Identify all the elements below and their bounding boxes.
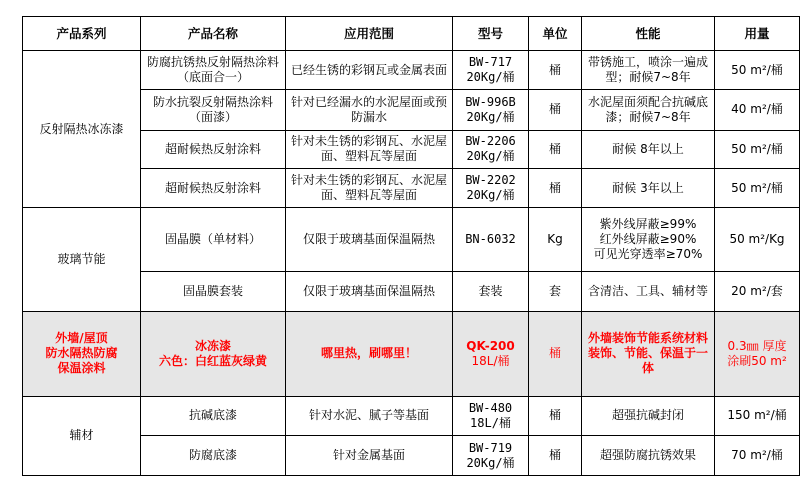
- product-name: 超耐候热反射涂料: [141, 169, 286, 208]
- table-row: [23, 396, 800, 436]
- model-cell: BW-719 20Kg/桶: [453, 436, 529, 476]
- series-cell: 外墙/屋顶 防水隔热防腐 保温涂料: [23, 312, 141, 396]
- model-cell: BN-6032: [453, 207, 529, 271]
- usage-cell: 0.3㎜ 厚度 涂刷50 m²: [715, 312, 800, 396]
- model-cell: BW-996B 20Kg/桶: [453, 90, 529, 131]
- unit-cell: 桶: [529, 396, 582, 436]
- performance-cell: 超强抗碱封闭: [582, 396, 715, 436]
- unit-cell: 桶: [529, 312, 582, 396]
- table-row: [23, 51, 800, 90]
- performance-cell: 耐候 3年以上: [582, 169, 715, 208]
- application-scope: 仅限于玻璃基面保温隔热: [286, 271, 453, 312]
- unit-cell: 桶: [529, 169, 582, 208]
- header-name: 产品名称: [141, 17, 286, 51]
- application-scope: 仅限于玻璃基面保温隔热: [286, 207, 453, 271]
- performance-cell: 水泥屋面须配合抗碱底漆；耐候7~8年: [582, 90, 715, 131]
- performance-cell: 外墙装饰节能系统材料 装饰、节能、保温于一体: [582, 312, 715, 396]
- product-name: 固晶膜套装: [141, 271, 286, 312]
- product-name: 固晶膜（单材料）: [141, 207, 286, 271]
- usage-cell: 50 m²/桶: [715, 51, 800, 90]
- usage-cell: 50 m²/桶: [715, 130, 800, 169]
- series-cell: 玻璃节能: [23, 207, 141, 311]
- product-name: 防腐抗锈热反射隔热涂料（底面合一）: [141, 51, 286, 90]
- application-scope: 针对未生锈的彩钢瓦、水泥屋面、塑料瓦等屋面: [286, 130, 453, 169]
- product-name: 超耐候热反射涂料: [141, 130, 286, 169]
- header-row: [23, 17, 800, 51]
- header-series: 产品系列: [23, 17, 141, 51]
- unit-cell: 桶: [529, 90, 582, 131]
- table-row: [23, 207, 800, 271]
- performance-cell: 超强防腐抗锈效果: [582, 436, 715, 476]
- product-name: 防水抗裂反射隔热涂料（面漆）: [141, 90, 286, 131]
- unit-cell: 桶: [529, 130, 582, 169]
- header-model: 型号: [453, 17, 529, 51]
- highlight-row: [23, 312, 800, 396]
- series-cell: 反射隔热冰冻漆: [23, 51, 141, 207]
- unit-cell: 桶: [529, 51, 582, 90]
- usage-cell: 40 m²/桶: [715, 90, 800, 131]
- model-cell: BW-480 18L/桶: [453, 396, 529, 436]
- application-scope: 哪里热，刷哪里！: [286, 312, 453, 396]
- product-table: [22, 16, 800, 476]
- model-cell: BW-2202 20Kg/桶: [453, 169, 529, 208]
- model-cell: BW-2206 20Kg/桶: [453, 130, 529, 169]
- application-scope: 针对未生锈的彩钢瓦、水泥屋面、塑料瓦等屋面: [286, 169, 453, 208]
- application-scope: 针对已经漏水的水泥屋面或预防漏水: [286, 90, 453, 131]
- usage-cell: 150 m²/桶: [715, 396, 800, 436]
- performance-cell: 耐候 8年以上: [582, 130, 715, 169]
- usage-cell: 50 m²/桶: [715, 169, 800, 208]
- header-scope: 应用范围: [286, 17, 453, 51]
- unit-cell: Kg: [529, 207, 582, 271]
- usage-cell: 70 m²/桶: [715, 436, 800, 476]
- product-name: 抗碱底漆: [141, 396, 286, 436]
- product-name: 冰冻漆 六色：白红蓝灰绿黄: [141, 312, 286, 396]
- header-usage: 用量: [715, 17, 800, 51]
- header-unit: 单位: [529, 17, 582, 51]
- application-scope: 针对金属基面: [286, 436, 453, 476]
- performance-cell: 带锈施工，喷涂一遍成型；耐候7~8年: [582, 51, 715, 90]
- header-performance: 性能: [582, 17, 715, 51]
- unit-cell: 桶: [529, 436, 582, 476]
- model-cell: QK-200 18L/桶: [453, 312, 529, 396]
- usage-cell: 20 m²/套: [715, 271, 800, 312]
- unit-cell: 套: [529, 271, 582, 312]
- model-cell: BW-717 20Kg/桶: [453, 51, 529, 90]
- application-scope: 已经生锈的彩钢瓦或金属表面: [286, 51, 453, 90]
- series-cell: 辅材: [23, 396, 141, 475]
- application-scope: 针对水泥、腻子等基面: [286, 396, 453, 436]
- performance-cell: 紫外线屏蔽≥99% 红外线屏蔽≥90% 可见光穿透率≥70%: [582, 207, 715, 271]
- product-name: 防腐底漆: [141, 436, 286, 476]
- model-cell: 套装: [453, 271, 529, 312]
- performance-cell: 含清洁、工具、辅材等: [582, 271, 715, 312]
- usage-cell: 50 m²/Kg: [715, 207, 800, 271]
